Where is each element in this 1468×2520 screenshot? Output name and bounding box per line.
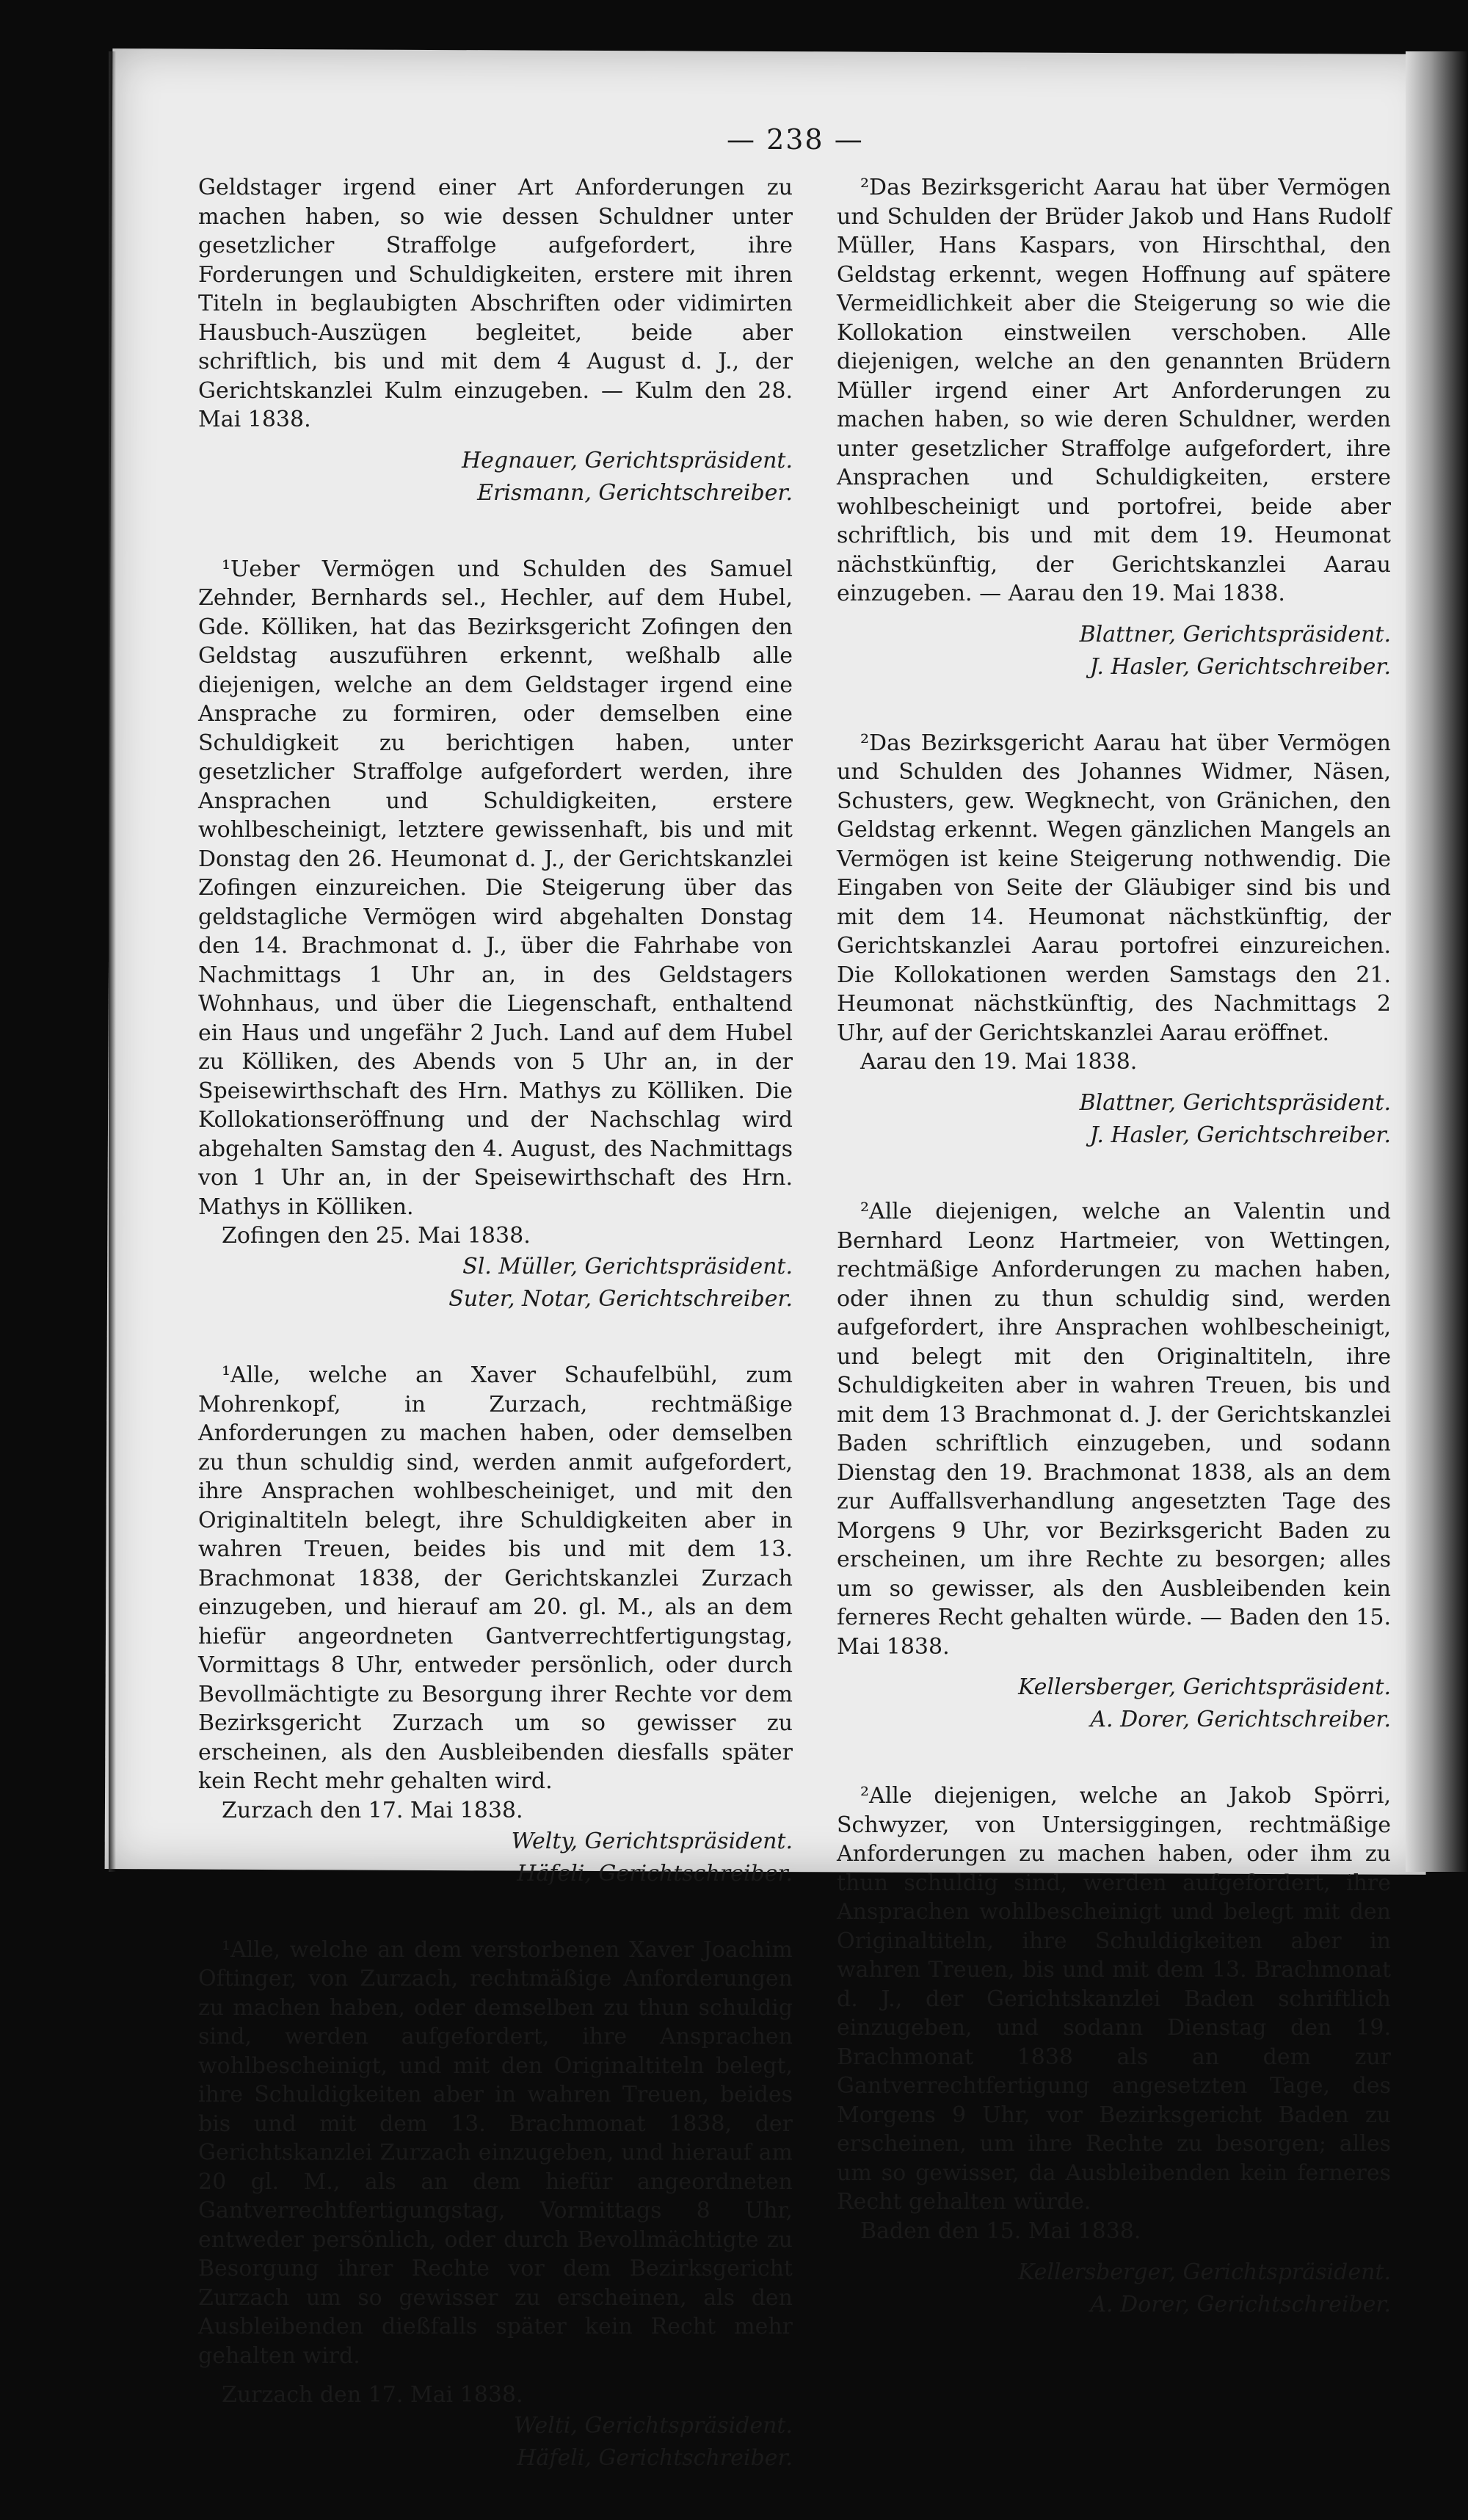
notice-text: ¹Alle, welche an dem verstorbenen Xaver Joachim Oftinger, von Zurzach, rechtmäßige Anforderungen zu machen haben, oder demselben zu thun schuldig sind, werden aufgefordert, ihre Ansprachen wohlbescheinigt, und mit den Originaltiteln belegt, ihre Schuldigkeiten aber in wahren Treuen, beides bis und mit dem 13. Brachmonat 1838, der Gerichtskanzlei Zurzach einzugeben, und hierauf am 20 gl. M., als an dem hiefür angeordneten Gantverrechtfertigungstag, Vormittags 8 Uhr, entweder persönlich, oder durch Bevollmächtigte zu Besorgung ihrer Rechte vor dem Bezirksgericht Zurzach um so gewisser zu erscheinen, als den Ausbleibenden dießfalls später kein Recht mehr gehalten wird. <box>198 1936 793 2369</box>
notice-text: Geldstager irgend einer Art Anforderungen zu machen haben, so wie dessen Schuldner unter gesetzlicher Straffolge aufgefordert, ihre Forderungen und Schuldigkeiten, erstere mit ihren Titeln in beglaubigten Abschriften oder vidimirten Hausbuch-Auszügen begleitet, beide aber schriftlich, bis und mit dem 4 August d. J., der Gerichtskanzlei Kulm einzugeben. — Kulm den 28. Mai 1838. <box>198 175 793 432</box>
signature-president: Hegnauer, Gerichtspräsident. <box>461 447 793 473</box>
notice-text: ²Das Bezirksgericht Aarau hat über Vermögen und Schulden des Johannes Widmer, Näsen, Schusters, gew. Wegknecht, von Gränichen, den Geldstag erkennt. Wegen gänzlichen Mangels an Vermögen ist keine Steigerung nothwendig. Die Eingaben von Seite der Gläubiger sind bis und mit dem 14. Heumonat nächstkünftig, der Gerichtskanzlei Aarau portofrei einzureichen. Die Kollokationen werden Samstags den 21. Heumonat nächstkünftig, des Nachmittags 2 Uhr, auf der Gerichtskanzlei Aarau eröffnet. <box>837 730 1391 1046</box>
right-column <box>837 173 1391 2367</box>
signature-president: Blattner, Gerichtspräsident. <box>1079 1090 1391 1116</box>
notice-date: Zurzach den 17. Mai 1838. <box>222 2382 523 2408</box>
notice-kulm <box>198 173 793 509</box>
signature-clerk: Häfeli, Gerichtschreiber. <box>517 2445 793 2471</box>
signature-clerk: A. Dorer, Gerichtschreiber. <box>1090 2291 1391 2317</box>
notice-mueller <box>837 173 1391 683</box>
notice-date: Zurzach den 17. Mai 1838. <box>222 1797 523 1823</box>
notice-date: Aarau den 19. Mai 1838. <box>860 1049 1138 1075</box>
notice-text: ¹Ueber Vermögen und Schulden des Samuel Zehnder, Bernhards sel., Hechler, auf dem Hubel, Gde. Kölliken, hat das Bezirksgericht Zofingen den Geldstag auszuführen erkennt, weßhalb alle diejenigen, welche an dem Geldstager irgend eine Ansprache zu formiren, oder demselben eine Schuldigkeit zu berichtigen haben, unter gesetzlicher Straffolge aufgefordert werden, ihre Ansprachen und Schuldigkeiten, erstere wohlbescheinigt, letztere gewissenhaft, bis und mit Donstag den 26. Heumonat d. J., der Gerichtskanzlei Zofingen einzureichen. Die Steigerung über das geldstagliche Vermögen wird abgehalten Donstag den 14. Brachmonat d. J., über die Fahrhabe von Nachmittags 1 Uhr an, in des Geldstagers Wohnhaus, und über die Liegenschaft, enthaltend ein Haus und ungefähr 2 Juch. Land auf dem Hubel zu Kölliken, des Abends von 5 Uhr an, in der Speisewirthschaft des Hrn. Mathys zu Kölliken. Die Kollokationseröffnung und der Nachschlag wird abgehalten Samstag den 4. August, des Nachmittags von 1 Uhr an, in der Speisewirthschaft des Hrn. Mathys in Kölliken. <box>198 556 793 1220</box>
signature-clerk: Suter, Notar, Gerichtschreiber. <box>448 1286 793 1312</box>
notice-widmer <box>837 729 1391 1152</box>
signature-president: Welti, Gerichtspräsident. <box>514 2413 793 2439</box>
left-column <box>198 173 793 2520</box>
signature-clerk: J. Hasler, Gerichtschreiber. <box>1089 1122 1391 1148</box>
notice-oftinger <box>198 1936 793 2475</box>
signature-clerk: Erismann, Gerichtschreiber. <box>477 479 793 506</box>
notice-date: Baden den 15. Mai 1838. <box>860 2218 1141 2244</box>
signature-president: Sl. Müller, Gerichtspräsident. <box>462 1254 793 1279</box>
notice-schaufelbuehl <box>198 1361 793 1890</box>
signature-clerk: Häfeli, Gerichtschreiber. <box>517 1860 793 1887</box>
notice-text: ²Das Bezirksgericht Aarau hat über Vermögen und Schulden der Brüder Jakob und Hans Rudolf Müller, Hans Kaspars, von Hirschthal, den Geldstag erkennt, wegen Hoffnung auf spätere Vermeidlichkeit aber die Steigerung so wie die Kollokation einstweilen verschoben. Alle diejenigen, welche an den genannten Brüdern Müller irgend einer Art Anforderungen zu machen haben, so wie deren Schuldner, werden unter gesetzlicher Straffolge aufgefordert, ihre Ansprachen und Schuldigkeiten, erstere wohlbescheinigt und portofrei, beide aber schriftlich, bis und mit dem 19. Heumonat nächstkünftig, der Gerichtskanzlei Aarau einzugeben. — Aarau den 19. Mai 1838. <box>837 175 1391 606</box>
notice-zehnder <box>198 555 793 1316</box>
signature-president: Blattner, Gerichtspräsident. <box>1079 621 1391 647</box>
signature-president: Welty, Gerichtspräsident. <box>511 1828 793 1854</box>
notice-text: ²Alle diejenigen, welche an Valentin und Bernhard Leonz Hartmeier, von Wettingen, rechtmäßige Anforderungen zu machen haben, oder ihnen zu thun schuldig sind, werden aufgefordert, ihre Ansprachen wohlbescheinigt, und belegt mit den Originaltiteln, ihre Schuldigkeiten aber in wahren Treuen, bis und mit dem 13 Brachmonat d. J. der Gerichtskanzlei Baden schriftlich einzugeben, und sodann Dienstag den 19. Brachmonat 1838, als an dem zur Auffallsverhandlung angesetzten Tage des Morgens 9 Uhr, vor Bezirksgericht Baden zu erscheinen, um ihre Rechte zu besorgen; alles um so gewisser, als den Ausbleibenden kein ferneres Recht gehalten würde. — Baden den 15. Mai 1838. <box>837 1199 1391 1660</box>
notice-hartmeier <box>837 1197 1391 1736</box>
signature-president: Kellersberger, Gerichtspräsident. <box>1018 2259 1391 2285</box>
notice-text: ²Alle diejenigen, welche an Jakob Spörri, Schwyzer, von Untersiggingen, rechtmäßige Anforderungen zu machen haben, oder ihm zu thun schuldig sind, werden aufgefordert, ihre Ansprachen wohlbescheinigt und belegt mit den Originaltiteln, ihre Schuldigkeiten aber in wahren Treuen, bis und mit dem 13. Brachmonat d. J., der Gerichtskanzlei Baden schriftlich einzugeben, und sodann Dienstag den 19. Brachmonat 1838 als an dem zur Gantverrechtfertigung angesetzten Tage, des Morgens 9 Uhr, vor Bezirksgericht Baden zu erscheinen, um ihre Rechte zu besorgen; alles um so gewisser, da Ausbleibenden kein ferneres Recht gehalten würde. <box>837 1783 1391 2215</box>
book-spine-shadow <box>1406 51 1468 1872</box>
page-number: — 238 — <box>727 123 864 156</box>
notice-spoerri <box>837 1782 1391 2321</box>
signature-president: Kellersberger, Gerichtspräsident. <box>1018 1674 1391 1700</box>
signature-clerk: J. Hasler, Gerichtschreiber. <box>1089 653 1391 680</box>
notice-date: Zofingen den 25. Mai 1838. <box>222 1223 531 1249</box>
signature-clerk: A. Dorer, Gerichtschreiber. <box>1090 1707 1391 1732</box>
page-left-edge-shadow <box>109 51 116 1872</box>
notice-text: ¹Alle, welche an Xaver Schaufelbühl, zum Mohrenkopf, in Zurzach, rechtmäßige Anforderungen zu machen haben, oder demselben zu thun schuldig sind, werden anmit aufgefordert, ihre Ansprachen wohlbescheiniget, und mit den Originaltiteln belegt, ihre Schuldigkeiten aber in wahren Treuen, beides bis und mit dem 13. Brachmonat 1838, der Gerichtskanzlei Zurzach einzugeben, und hierauf am 20. gl. M., als an dem hiefür angeordneten Gantverrechtfertigungstag, Vormittags 8 Uhr, entweder persönlich, oder durch Bevollmächtigte zu Besorgung ihrer Rechte vor dem Bezirksgericht Zurzach um so gewisser zu erscheinen, als den Ausbleibenden diesfalls später kein Recht mehr gehalten wird. <box>198 1362 793 1794</box>
